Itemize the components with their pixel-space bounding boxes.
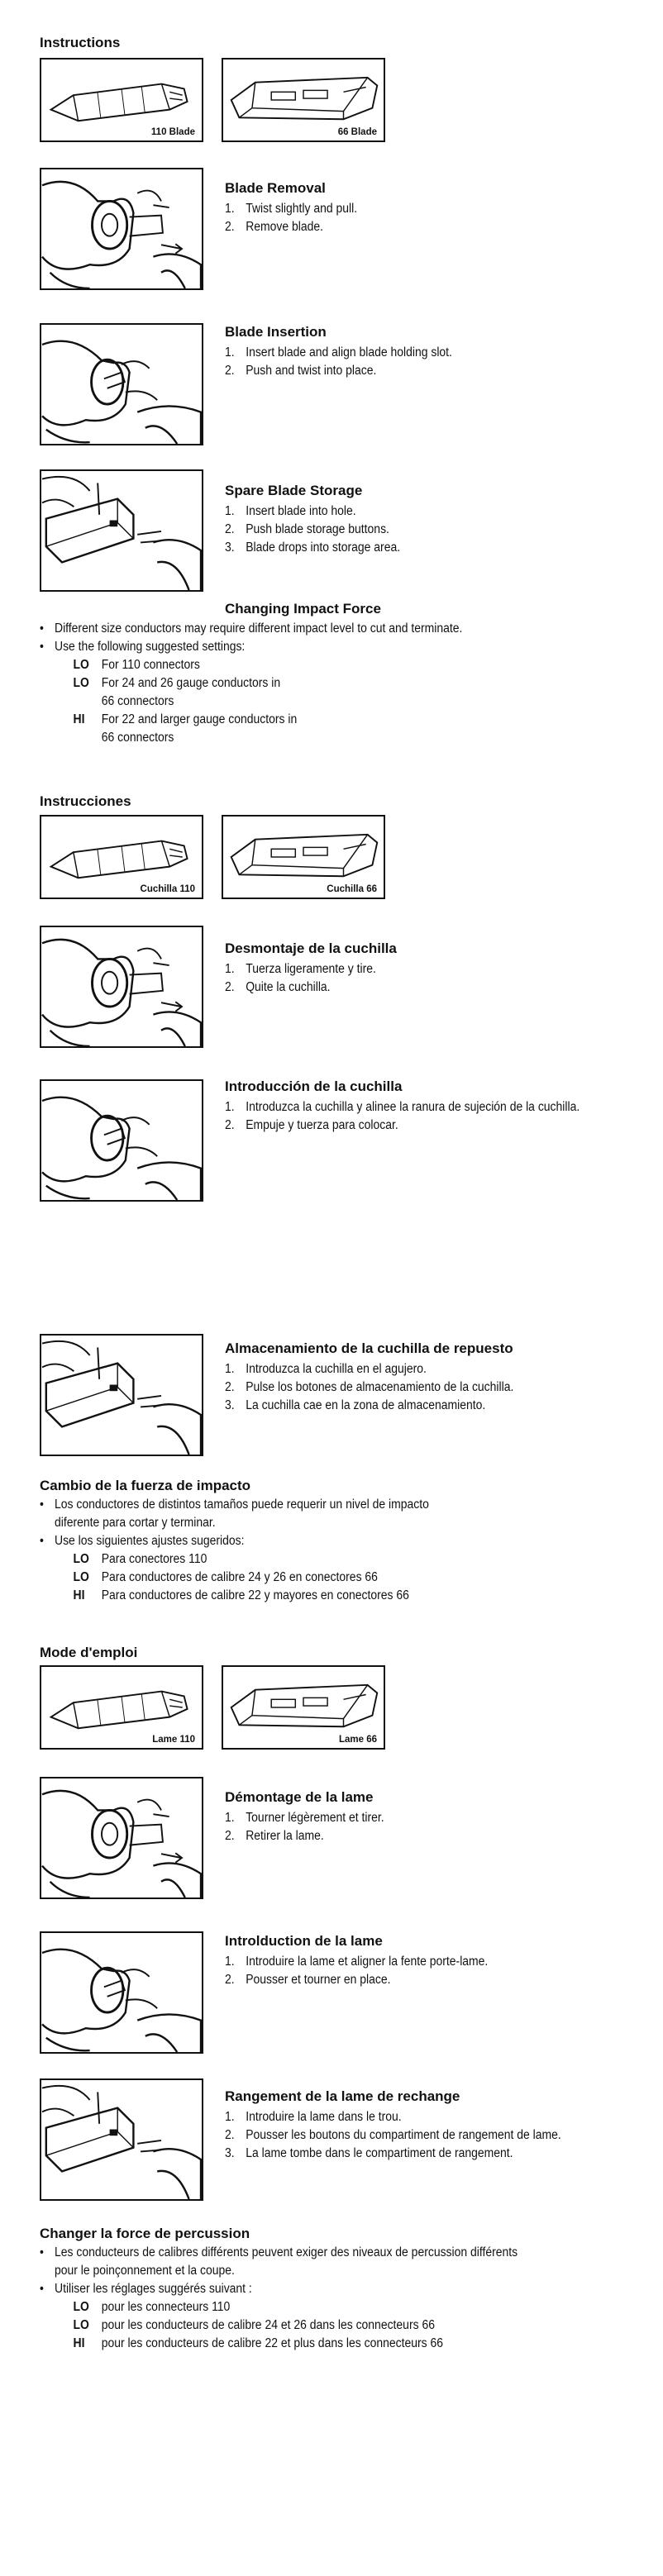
setting-row: LO pour les conducteurs de calibre 24 et 26 dans les connecteurs 66 (73, 2318, 435, 2332)
blade-110-illustration (40, 58, 203, 142)
setting-row: LO pour les connecteurs 110 (73, 2300, 231, 2314)
impact-force-title-fr: Changer la force de percussion (40, 2226, 250, 2241)
blade-removal-illustration (40, 1777, 203, 1899)
storage-tool-icon (41, 1336, 202, 1455)
spare-blade-storage-section (225, 2088, 599, 2163)
hand-twist-icon (41, 1778, 202, 1897)
list-item: 2. Pousser les boutons du compartiment de rangement de lame. (225, 2128, 561, 2142)
blade-66-illustration (222, 1665, 385, 1750)
blade-insertion-section (225, 324, 477, 380)
setting-row: LO Para conductores de calibre 24 y 26 en conectores 66 (73, 1570, 378, 1584)
setting-row: LO For 110 connectors (73, 658, 200, 672)
blade-removal-title: Desmontaje de la cuchilla (225, 940, 397, 956)
blade-66-caption: Cuchilla 66 (327, 884, 377, 894)
list-item: 1. Tourner légèrement et tirer. (225, 1811, 384, 1825)
impact-force-title-en: Changing Impact Force (225, 601, 381, 617)
list-item: 3. La cuchilla cae en la zona de almacenamiento. (225, 1398, 486, 1412)
blade-insertion-illustration (40, 1931, 203, 2054)
blade-110-caption: Cuchilla 110 (140, 884, 195, 894)
list-item: 3. Blade drops into storage area. (225, 540, 401, 555)
blade-66-illustration (222, 815, 385, 899)
list-item: 2. Remove blade. (225, 220, 324, 234)
blade-removal-illustration (40, 926, 203, 1048)
list-item: 2. Push and twist into place. (225, 364, 377, 378)
hand-insert-icon (41, 325, 202, 444)
blade-removal-title: Démontage de la lame (225, 1789, 374, 1805)
blade-removal-section (225, 940, 397, 997)
list-item: 3. La lame tombe dans le compartiment de rangement. (225, 2146, 513, 2160)
setting-row: HI For 22 and larger gauge conductors in 66 connectors (73, 712, 298, 745)
blade-insertion-section (225, 1933, 518, 1989)
list-item: 1. Introduire la lame et aligner la fente porte-lame. (225, 1955, 489, 1969)
blade-removal-illustration (40, 168, 203, 290)
list-item: 1. Introduzca la cuchilla y alinee la ranura de sujeción de la cuchilla. (225, 1100, 580, 1114)
list-item: 1. Tuerza ligeramente y tire. (225, 962, 376, 976)
list-item: • Different size conductors may require different impact level to cut and terminate. (40, 621, 463, 636)
section-title-es: Instrucciones (40, 793, 131, 809)
setting-row: HI Para conductores de calibre 22 y mayores en conectores 66 (73, 1588, 409, 1602)
list-item: 1. Introduire la lame dans le trou. (225, 2110, 402, 2124)
spare-blade-storage-illustration (40, 469, 203, 592)
hand-twist-icon (41, 927, 202, 1046)
hand-insert-icon (41, 1081, 202, 1200)
list-item: • Les conducteurs de calibres différents peuvent exiger des niveaux de percussion différents pour le poinçonnement et la coupe. (40, 2245, 518, 2278)
blade-insertion-title: Introducción de la cuchilla (225, 1078, 403, 1094)
list-item: 1. Introduzca la cuchilla en el agujero. (225, 1362, 427, 1376)
impact-force-section-fr (40, 2226, 570, 2353)
blade-110-illustration (40, 815, 203, 899)
blade-insertion-title: Blade Insertion (225, 324, 327, 340)
blade-removal-section (225, 1789, 402, 1845)
list-item: 1. Insert blade and align blade holding slot. (225, 345, 452, 359)
impact-force-body-en (40, 620, 462, 747)
blade-110-caption: 110 Blade (150, 127, 195, 137)
section-title-en: Instructions (40, 35, 121, 50)
list-item: 2. Quite la cuchilla. (225, 980, 331, 994)
list-item: • Use the following suggested settings: (40, 640, 246, 654)
spare-blade-storage-section (225, 1340, 546, 1415)
spare-blade-storage-title: Rangement de la lame de rechange (225, 2088, 460, 2104)
blade-66-caption: Lame 66 (338, 1735, 377, 1745)
setting-row: LO For 24 and 26 gauge conductors in 66 connectors (73, 676, 281, 708)
blade-removal-title: Blade Removal (225, 180, 326, 196)
blade-110-illustration (40, 1665, 203, 1750)
setting-row: HI pour les conducteurs de calibre 22 et plus dans les connecteurs 66 (73, 2336, 444, 2350)
blade-insertion-section (225, 1078, 619, 1135)
list-item: 2. Push blade storage buttons. (225, 522, 389, 536)
setting-row: LO Para conectores 110 (73, 1552, 207, 1566)
spare-blade-storage-illustration (40, 1334, 203, 1456)
list-item: • Los conductores de distintos tamaños puede requerir un nivel de impacto diferente para cortar y terminar. (40, 1498, 429, 1530)
blade-insertion-title: Introlduction de la lame (225, 1933, 383, 1949)
blade-removal-section (225, 180, 372, 236)
blade-66-caption: 66 Blade (337, 127, 377, 137)
list-item: • Utiliser les réglages suggérés suivant : (40, 2282, 252, 2296)
storage-tool-icon (41, 2080, 202, 2199)
list-item: 2. Retirer la lame. (225, 1829, 324, 1843)
hand-twist-icon (41, 169, 202, 288)
impact-force-section-es (40, 1478, 472, 1605)
storage-tool-icon (41, 471, 202, 590)
spare-blade-storage-title: Almacenamiento de la cuchilla de repuesto (225, 1340, 513, 1356)
blade-insertion-illustration (40, 1079, 203, 1202)
list-item: 2. Pousser et tourner en place. (225, 1973, 391, 1987)
list-item: 2. Empuje y tuerza para colocar. (225, 1118, 398, 1132)
section-title-fr: Mode d'emploi (40, 1645, 138, 1660)
list-item: 2. Pulse los botones de almacenamiento de la cuchilla. (225, 1380, 514, 1394)
hand-insert-icon (41, 1933, 202, 2052)
list-item: • Use los siguientes ajustes sugeridos: (40, 1534, 245, 1548)
spare-blade-storage-section (225, 483, 420, 557)
blade-110-caption: Lame 110 (152, 1735, 195, 1745)
blade-66-illustration (222, 58, 385, 142)
spare-blade-storage-illustration (40, 2078, 203, 2201)
list-item: 1. Twist slightly and pull. (225, 202, 358, 216)
blade-insertion-illustration (40, 323, 203, 445)
spare-blade-storage-title: Spare Blade Storage (225, 483, 363, 498)
impact-force-title-es: Cambio de la fuerza de impacto (40, 1478, 251, 1493)
list-item: 1. Insert blade into hole. (225, 504, 356, 518)
